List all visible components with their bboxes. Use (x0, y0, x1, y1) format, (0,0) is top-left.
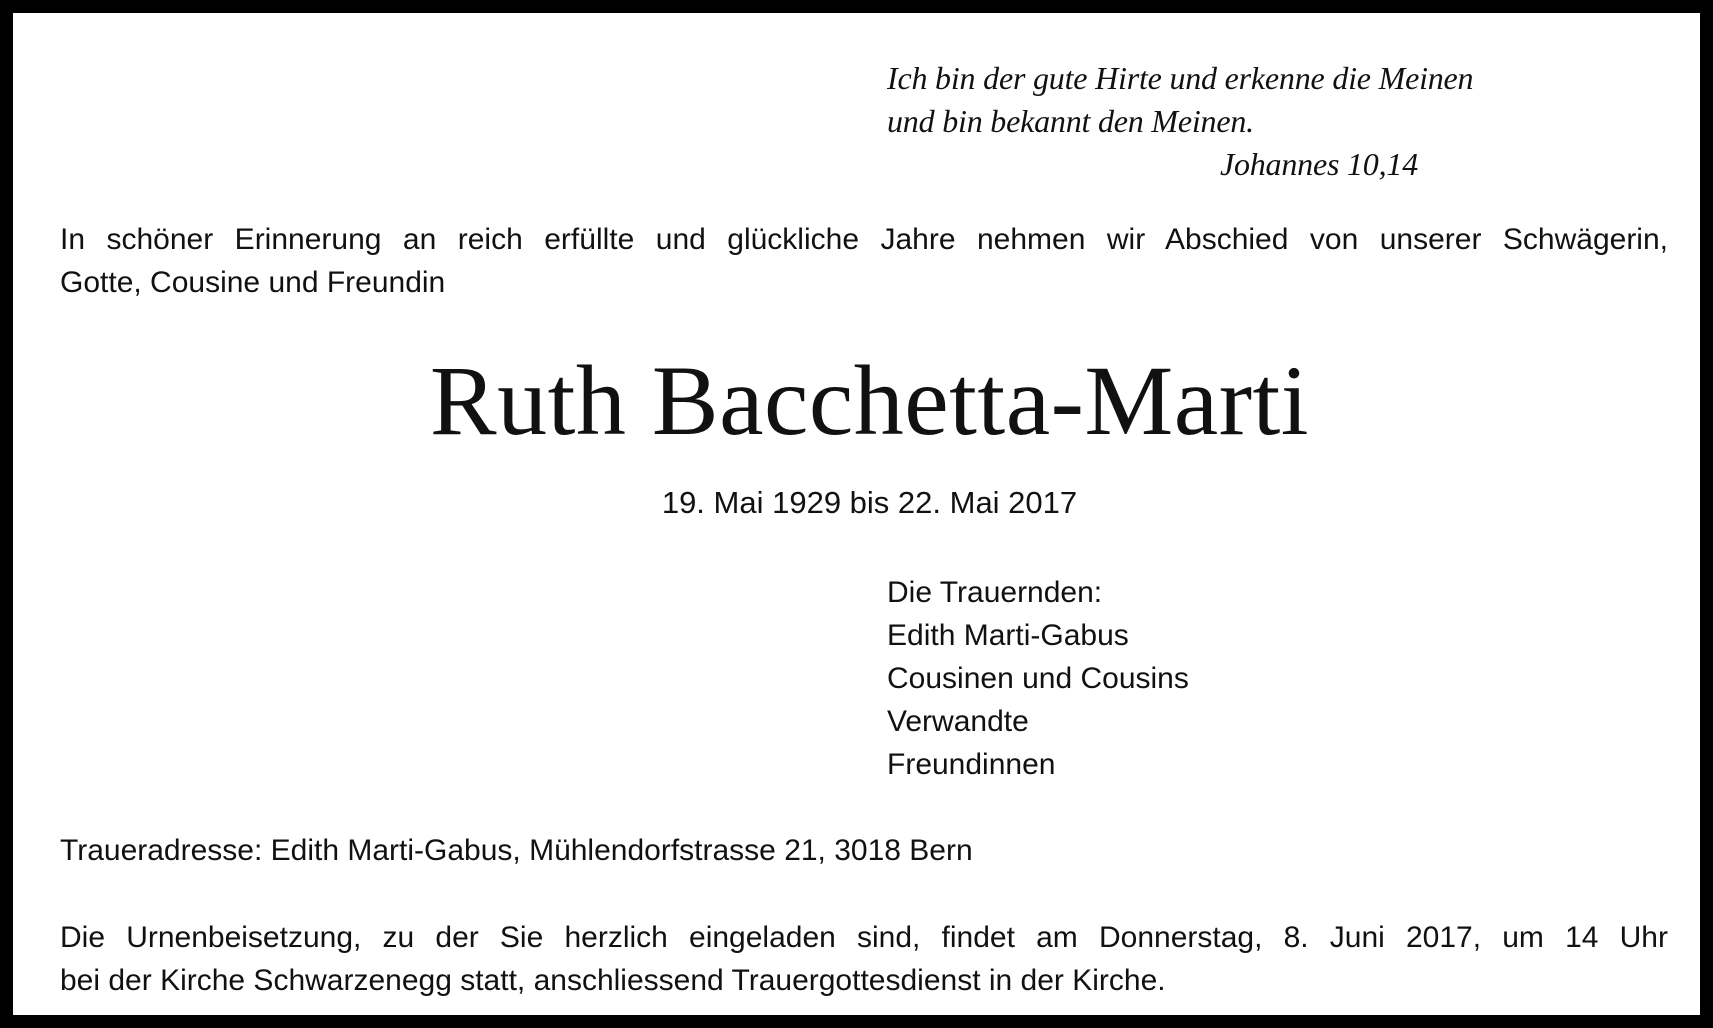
bible-verse (887, 57, 1547, 186)
mourning-address: Traueradresse: Edith Marti-Gabus, Mühlendorfstrasse 21, 3018 Bern (60, 834, 973, 867)
mourner-name: Cousinen und Cousins (887, 662, 1189, 695)
burial-line-2: bei der Kirche Schwarzenegg statt, anschliessend Trauergottesdienst in der Kirche. (60, 964, 1166, 997)
mourners-heading: Die Trauernden: (887, 576, 1103, 609)
burial-line-1: Die Urnenbeisetzung, zu der Sie herzlich eingeladen sind, findet am Donnerstag, 8. Juni 2017, um 14 Uhr (60, 921, 1668, 954)
burial-notice (60, 916, 1668, 1002)
mourner-name: Verwandte (887, 705, 1029, 738)
life-dates: 19. Mai 1929 bis 22. Mai 2017 (661, 485, 1078, 520)
verse-line-1: Ich bin der gute Hirte und erkenne die Meinen (887, 60, 1474, 96)
intro-text (60, 218, 1668, 304)
intro-line-2: Gotte, Cousine und Freundin (60, 266, 446, 299)
intro-line-1: In schöner Erinnerung an reich erfüllte und glückliche Jahre nehmen wir Abschied von unserer Schwägerin, (60, 223, 1668, 256)
verse-line-2: und bin bekannt den Meinen. (887, 103, 1254, 139)
verse-reference: Johannes 10,14 (1219, 146, 1418, 182)
mourner-name: Freundinnen (887, 748, 1056, 781)
mourners-list (887, 571, 1189, 786)
deceased-name: Ruth Bacchetta-Marti (429, 345, 1310, 456)
mourner-name: Edith Marti-Gabus (887, 619, 1129, 652)
